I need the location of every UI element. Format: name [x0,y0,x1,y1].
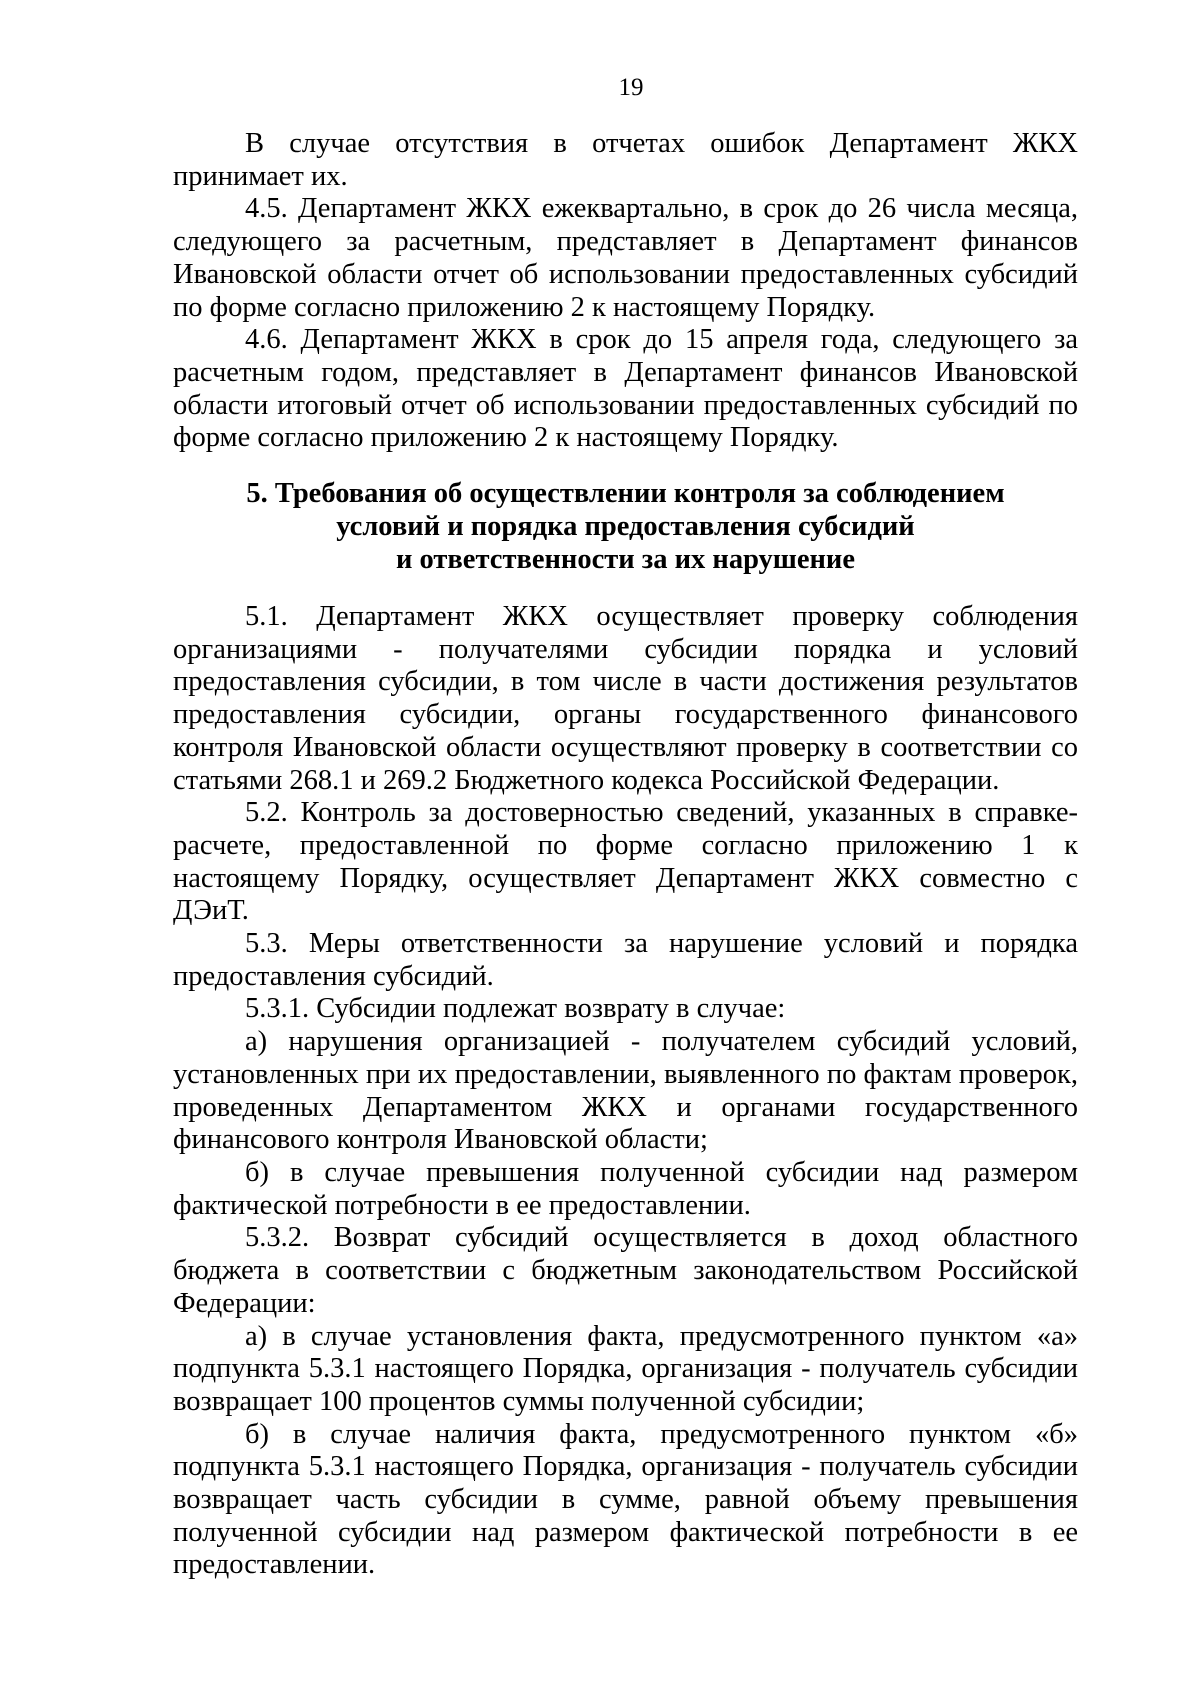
paragraph: В случае отсутствия в отчетах ошибок Департамент ЖКХ принимает их. [173,128,1078,192]
paragraph: 5.3. Меры ответственности за нарушение условий и порядка предоставления субсидий. [173,928,1078,992]
section-heading [173,477,1078,576]
paragraph: а) в случае установления факта, предусмотренного пунктом «а» подпункта 5.3.1 настоящего Порядка, организация - получатель субсидии возвращает 100 процентов суммы полученной субсидии; [173,1320,1078,1417]
section-heading-line: 5. Требования об осуществлении контроля за соблюдением [246,478,1005,510]
paragraph: б) в случае превышения полученной субсидии над размером фактической потребности в ее предоставлении. [173,1156,1078,1221]
paragraph: 5.1. Департамент ЖКХ осуществляет проверку соблюдения организациями - получателями субсидии порядка и условий предоставления субсидии, в том числе в части достижения результатов предоставления субсидии, органы государственного финансового контроля Ивановской области осуществляют проверку в соответствии со статьями 268.1 и 269.2 Бюджетного кодекса Российской Федерации. [173,601,1078,796]
paragraph: 5.2. Контроль за достоверностью сведений, указанных в справке-расчете, предоставленной по форме согласно приложению 1 к настоящему Порядку, осуществляет Департамент ЖКХ совместно с ДЭиТ. [173,797,1078,927]
paragraph: 4.6. Департамент ЖКХ в срок до 15 апреля года, следующего за расчетным годом, представляет в Департамент финансов Ивановской области итоговый отчет об использовании предоставленных субсидий по форме согласно приложению 2 к настоящему Порядку. [173,324,1078,454]
section-heading-line: условий и порядка предоставления субсидий [336,511,915,543]
paragraph: 4.5. Департамент ЖКХ ежеквартально, в срок до 26 числа месяца, следующего за расчетным, представляет в Департамент финансов Ивановской области отчет об использовании предоставленных субсидий по форме согласно приложению 2 к настоящему Порядку. [173,193,1078,323]
paragraph: б) в случае наличия факта, предусмотренного пунктом «б» подпункта 5.3.1 настоящего Порядка, организация - получатель субсидии возвращает часть субсидии в сумме, равной объему превышения полученной субсидии над размером фактической потребности в ее предоставлении. [173,1418,1078,1581]
paragraph: 5.3.1. Субсидии подлежат возврату в случае: [245,993,786,1025]
document-body [173,128,1078,1582]
page-number: 19 [618,74,644,101]
paragraph: 5.3.2. Возврат субсидий осуществляется в доход областного бюджета в соответствии с бюджетным законодательством Российской Федерации: [173,1222,1078,1319]
section-heading-line: и ответственности за их нарушение [395,544,855,576]
paragraph: а) нарушения организацией - получателем субсидий условий, установленных при их предоставлении, выявленного по фактам проверок, проведенных Департаментом ЖКХ и органами государственного финансового контроля Ивановской области; [173,1026,1078,1156]
